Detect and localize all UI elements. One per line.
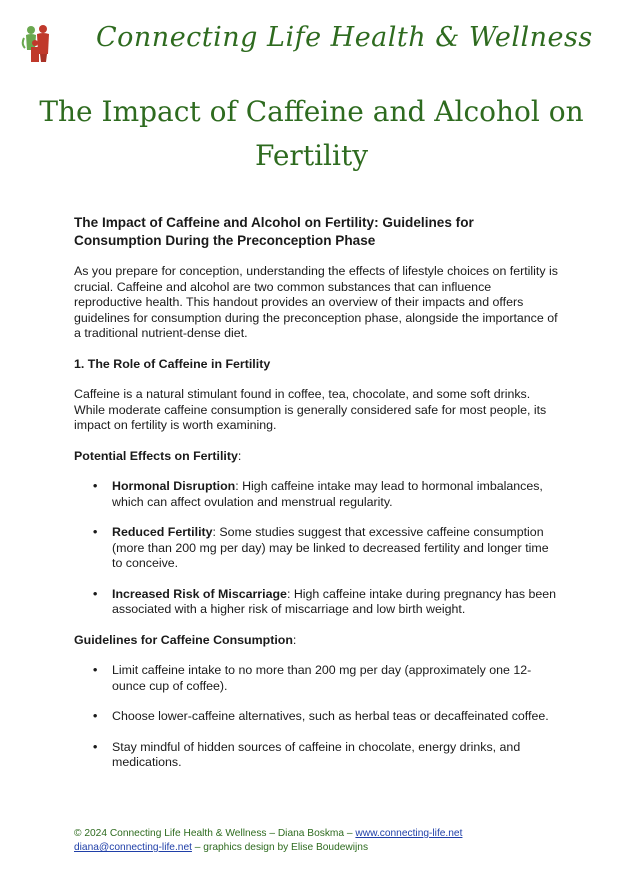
effects-label-text: Potential Effects on Fertility — [74, 448, 238, 463]
document-title-line2: Fertility — [254, 139, 369, 172]
document-body — [74, 214, 558, 786]
list-item-miscarriage-risk — [112, 587, 558, 618]
guidelines-label-text: Guidelines for Caffeine Consumption — [74, 632, 293, 647]
footer-line2 — [74, 841, 574, 855]
footer-line1 — [74, 827, 574, 841]
list-item-term: Reduced Fertility — [112, 525, 213, 539]
footer — [74, 827, 574, 855]
brand-title: Connecting Life Health & Wellness — [96, 22, 593, 53]
effects-label: Potential Effects on Fertility: — [74, 448, 242, 463]
guidelines-list — [74, 663, 558, 771]
document-subtitle: The Impact of Caffeine and Alcohol on Fertility: Guidelines for Consumption During the Preconception Phase — [74, 215, 474, 248]
intro-paragraph: As you prepare for conception, understanding the effects of lifestyle choices on fertility is crucial. Caffeine and alcohol are two common substances that can influence reproductive health. This handout provides an overview of their impacts and offers guidelines for consumption during the preconception phase, alongside the importance of a traditional nutrient-dense diet. — [74, 264, 558, 340]
copyright-text: © 2024 Connecting Life Health & Wellness – Diana Boskma – — [74, 828, 356, 839]
list-item-term: Increased Risk of Miscarriage — [112, 586, 287, 601]
document-title-line1: The Impact of Caffeine and Alcohol on — [39, 95, 584, 128]
list-item: • Limit caffeine intake to no more than 200 mg per day (approximately one 12-ounce cup of coffee). — [112, 663, 558, 694]
list-item: • Choose lower-caffeine alternatives, such as herbal teas or decaffeinated coffee. — [112, 709, 558, 725]
credit-text: – graphics design by Elise Boudewijns — [191, 842, 369, 853]
list-item-text: : High caffeine intake during pregnancy has been associated with a higher risk of miscarriage and low birth weight. — [112, 586, 557, 616]
document-title — [0, 90, 623, 178]
list-item-reduced-fertility — [112, 525, 558, 572]
list-item-text: : High caffeine intake may lead to hormonal imbalances, which can affect ovulation and menstrual regularity. — [112, 479, 543, 509]
list-item: • Stay mindful of hidden sources of caffeine in chocolate, energy drinks, and medications. — [112, 740, 558, 771]
website-link[interactable]: www.connecting-life.net — [355, 828, 463, 839]
section1-paragraph: Caffeine is a natural stimulant found in coffee, tea, chocolate, and some soft drinks. While moderate caffeine consumption is generally considered safe for most people, its impact on fertility is worth examining. — [74, 387, 547, 432]
guidelines-label: Guidelines for Caffeine Consumption: — [74, 632, 297, 647]
list-item-text: : Some studies suggest that excessive caffeine consumption (more than 200 mg per day) may be linked to decreased fertility and longer time to conceive. — [112, 525, 549, 570]
list-item-hormonal-disruption — [112, 479, 558, 510]
family-figures-logo-icon — [21, 24, 55, 64]
effects-list — [74, 479, 558, 618]
section1-heading: 1. The Role of Caffeine in Fertility — [74, 356, 271, 371]
email-link[interactable]: diana@connecting-life.net — [74, 842, 192, 853]
list-item-term: Hormonal Disruption — [112, 479, 236, 493]
